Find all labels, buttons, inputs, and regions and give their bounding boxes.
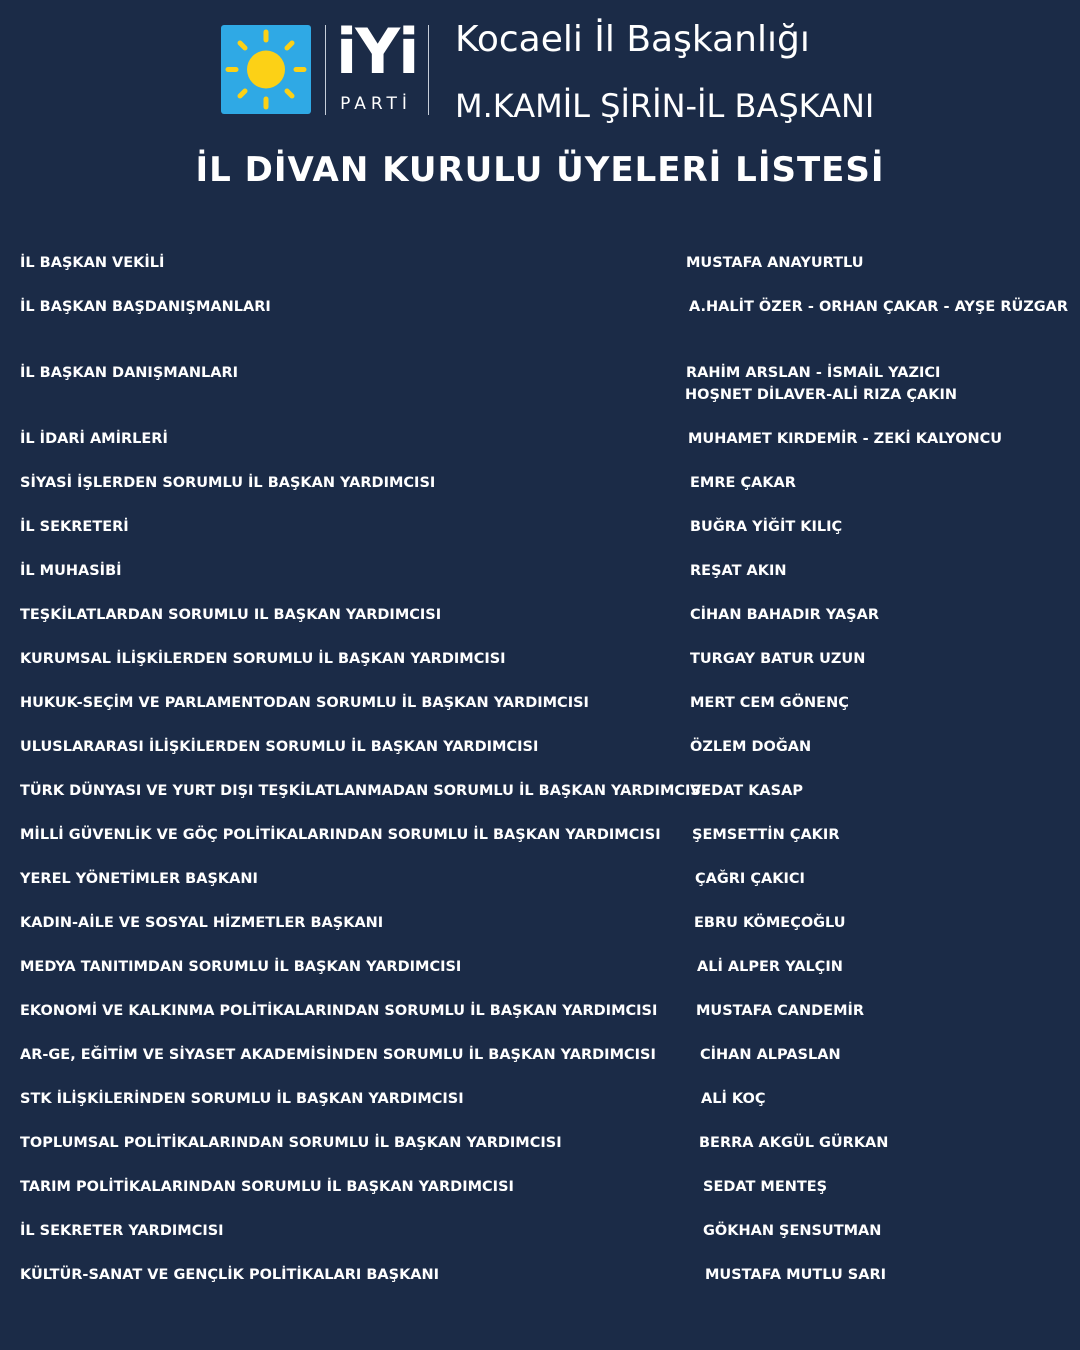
member-name-line: VEDAT KASAP (690, 783, 803, 799)
role-label: ULUSLARARASI İLİŞKİLERDEN SORUMLU İL BAŞKAN YARDIMCISI (20, 739, 539, 755)
role-label: HUKUK-SEÇİM VE PARLAMENTODAN SORUMLU İL BAŞKAN YARDIMCISI (20, 695, 589, 711)
leader-name: M.KAMİL ŞİRİN-İL BAŞKANI (455, 87, 875, 125)
role-label: SİYASİ İŞLERDEN SORUMLU İL BAŞKAN YARDIMCISI (20, 475, 436, 491)
member-name (688, 428, 1002, 450)
party-logo (221, 25, 311, 114)
brand-wordmark: iYi (336, 15, 418, 88)
member-name (696, 1000, 864, 1022)
member-name (690, 692, 849, 714)
member-name-line: EMRE ÇAKAR (690, 475, 796, 491)
role-label: İL BAŞKAN VEKİLİ (20, 255, 165, 271)
member-name (686, 252, 864, 274)
role-label: KÜLTÜR-SANAT VE GENÇLİK POLİTİKALARI BAŞKANI (20, 1267, 440, 1283)
member-name (705, 1264, 886, 1286)
member-name (703, 1220, 881, 1242)
divider-right (428, 25, 429, 115)
member-name (701, 1088, 765, 1110)
role-label: İL SEKRETER YARDIMCISI (20, 1223, 224, 1239)
member-name (690, 472, 796, 494)
member-name (690, 648, 865, 670)
role-label: KURUMSAL İLİŞKİLERDEN SORUMLU İL BAŞKAN YARDIMCISI (20, 651, 506, 667)
member-name (690, 604, 879, 626)
member-name-line: ŞEMSETTİN ÇAKIR (692, 827, 840, 843)
member-name-line: A.HALİT ÖZER - ORHAN ÇAKAR - AYŞE RÜZGAR (689, 299, 1069, 315)
member-name-line: RAHİM ARSLAN - İSMAİL YAZICI (686, 365, 941, 381)
brand-subtitle: PARTİ (340, 94, 412, 114)
member-name-line: BUĞRA YİĞİT KILIÇ (690, 519, 843, 535)
page-title: İL DİVAN KURULU ÜYELERİ LİSTESİ (195, 150, 885, 190)
member-name-line: ALİ KOÇ (701, 1091, 766, 1107)
role-label: İL İDARİ AMİRLERİ (20, 431, 168, 447)
role-label: AR-GE, EĞİTİM VE SİYASET AKADEMİSİNDEN SORUMLU İL BAŞKAN YARDIMCISI (20, 1047, 656, 1063)
member-name-line: MUHAMET KIRDEMİR - ZEKİ KALYONCU (688, 431, 1003, 447)
member-name-line: EBRU KÖMEÇOĞLU (694, 915, 846, 931)
member-name-line: MUSTAFA MUTLU SARI (705, 1267, 887, 1283)
member-name-line: TURGAY BATUR UZUN (690, 651, 866, 667)
member-name-line: MUSTAFA ANAYURTLU (686, 255, 864, 271)
header (0, 0, 1080, 210)
member-name (690, 736, 811, 758)
member-name-line: GÖKHAN ŞENSUTMAN (703, 1223, 882, 1239)
role-label: TARIM POLİTİKALARINDAN SORUMLU İL BAŞKAN YARDIMCISI (20, 1179, 514, 1195)
member-name (689, 296, 1068, 318)
member-name-line: CİHAN ALPASLAN (700, 1047, 841, 1063)
member-name (703, 1176, 827, 1198)
role-label: TÜRK DÜNYASI VE YURT DIŞI TEŞKİLATLANMADAN SORUMLU İL BAŞKAN YARDIMCISI (20, 783, 707, 799)
member-name (697, 956, 843, 978)
member-name-line: ÖZLEM DOĞAN (690, 739, 812, 755)
member-name-line-2: HOŞNET DİLAVER-ALİ RIZA ÇAKIN (685, 387, 957, 403)
member-name-line: REŞAT AKIN (690, 563, 787, 579)
role-label: İL BAŞKAN DANIŞMANLARI (20, 365, 239, 381)
member-name (694, 912, 846, 934)
member-name (690, 516, 842, 538)
role-label: TEŞKİLATLARDAN SORUMLU IL BAŞKAN YARDIMCISI (20, 607, 442, 623)
role-label: MEDYA TANITIMDAN SORUMLU İL BAŞKAN YARDIMCISI (20, 959, 462, 975)
member-name (690, 780, 803, 802)
org-name: Kocaeli İl Başkanlığı (455, 19, 810, 60)
role-label: İL SEKRETERİ (20, 519, 129, 535)
role-label: İL MUHASİBİ (20, 563, 122, 579)
member-name (686, 362, 957, 406)
divider-left (325, 25, 326, 115)
sun-icon (221, 25, 311, 114)
member-name (699, 1132, 888, 1154)
role-label: STK İLİŞKİLERİNDEN SORUMLU İL BAŞKAN YARDIMCISI (20, 1091, 464, 1107)
role-label: TOPLUMSAL POLİTİKALARINDAN SORUMLU İL BAŞKAN YARDIMCISI (20, 1135, 562, 1151)
member-name (690, 560, 787, 582)
member-name (700, 1044, 841, 1066)
member-name-line: BERRA AKGÜL GÜRKAN (699, 1135, 889, 1151)
member-name-line: MERT CEM GÖNENÇ (690, 695, 849, 711)
role-label: EKONOMİ VE KALKINMA POLİTİKALARINDAN SORUMLU İL BAŞKAN YARDIMCISI (20, 1003, 658, 1019)
role-label: İL BAŞKAN BAŞDANIŞMANLARI (20, 299, 271, 315)
member-name-line: MUSTAFA CANDEMİR (696, 1003, 865, 1019)
member-name (692, 824, 839, 846)
member-name-line: ÇAĞRI ÇAKICI (695, 871, 805, 887)
member-name-line: ALİ ALPER YALÇIN (697, 959, 843, 975)
member-name (695, 868, 805, 890)
member-name-line: SEDAT MENTEŞ (703, 1179, 828, 1195)
member-name-line: CİHAN BAHADIR YAŞAR (690, 607, 880, 623)
role-label: YEREL YÖNETİMLER BAŞKANI (20, 871, 258, 887)
role-label: KADIN-AİLE VE SOSYAL HİZMETLER BAŞKANI (20, 915, 384, 931)
role-label: MİLLİ GÜVENLİK VE GÖÇ POLİTİKALARINDAN SORUMLU İL BAŞKAN YARDIMCISI (20, 827, 661, 843)
